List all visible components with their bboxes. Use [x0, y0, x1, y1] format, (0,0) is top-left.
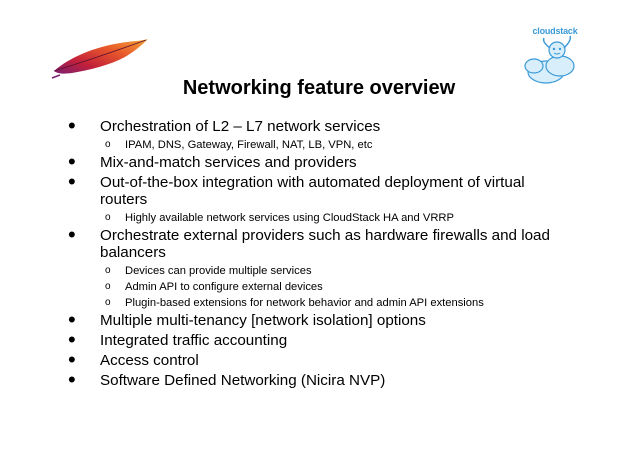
cloudstack-logo-text: cloudstack: [532, 26, 578, 36]
bullet-item: [0, 113, 638, 138]
sub-bullet-text: IPAM, DNS, Gateway, Firewall, NAT, LB, VPN, etc: [125, 139, 373, 151]
sub-bullet-item: [0, 296, 638, 310]
bullet-text: Mix-and-match services and providers: [100, 154, 357, 171]
sub-bullet-circle-icon: o: [105, 281, 111, 292]
bullet-dot-icon: •: [68, 169, 76, 194]
bullet-dot-icon: •: [68, 367, 76, 392]
sub-bullet-circle-icon: o: [105, 139, 111, 150]
bullet-dot-icon: •: [68, 327, 76, 352]
bullet-text: Out-of-the-box integration with automated deployment of virtual routers: [100, 174, 525, 208]
bullet-text: Orchestration of L2 – L7 network services: [100, 118, 381, 135]
bullet-item: [0, 367, 638, 392]
bullet-list: [0, 113, 638, 392]
sub-bullet-circle-icon: o: [105, 265, 111, 276]
bullet-item: [0, 222, 638, 261]
slide-title: Networking feature overview: [182, 77, 456, 99]
bullet-text: Orchestrate external providers such as hardware firewalls and load balancers: [100, 227, 550, 261]
sub-bullet-item: [0, 280, 638, 294]
bullet-item: [0, 327, 638, 352]
sub-bullet-circle-icon: o: [105, 212, 111, 223]
bullet-text: Integrated traffic accounting: [100, 332, 288, 349]
bullet-item: [0, 307, 638, 332]
bullet-item: [0, 149, 638, 174]
bullet-dot-icon: •: [68, 307, 76, 332]
sub-bullet-text: Highly available network services using CloudStack HA and VRRP: [125, 212, 454, 224]
bullet-dot-icon: •: [68, 113, 76, 138]
bullet-text: Software Defined Networking (Nicira NVP): [100, 372, 386, 389]
sub-bullet-text: Plugin-based extensions for network behavior and admin API extensions: [125, 297, 484, 309]
sub-bullet-item: [0, 264, 638, 278]
sub-bullet-item: [0, 211, 638, 225]
bullet-text: Access control: [100, 352, 199, 369]
sub-bullet-item: [0, 138, 638, 152]
bullet-text: Multiple multi-tenancy [network isolation] options: [100, 312, 426, 329]
bullet-item: [0, 169, 638, 208]
bullet-item: [0, 347, 638, 372]
apache-feather-logo: [50, 37, 150, 79]
sub-bullet-text: Admin API to configure external devices: [125, 281, 323, 293]
sub-bullet-circle-icon: o: [105, 297, 111, 308]
sub-bullet-text: Devices can provide multiple services: [125, 265, 312, 277]
bullet-dot-icon: •: [68, 222, 76, 247]
bullet-dot-icon: •: [68, 347, 76, 372]
bullet-dot-icon: •: [68, 149, 76, 174]
